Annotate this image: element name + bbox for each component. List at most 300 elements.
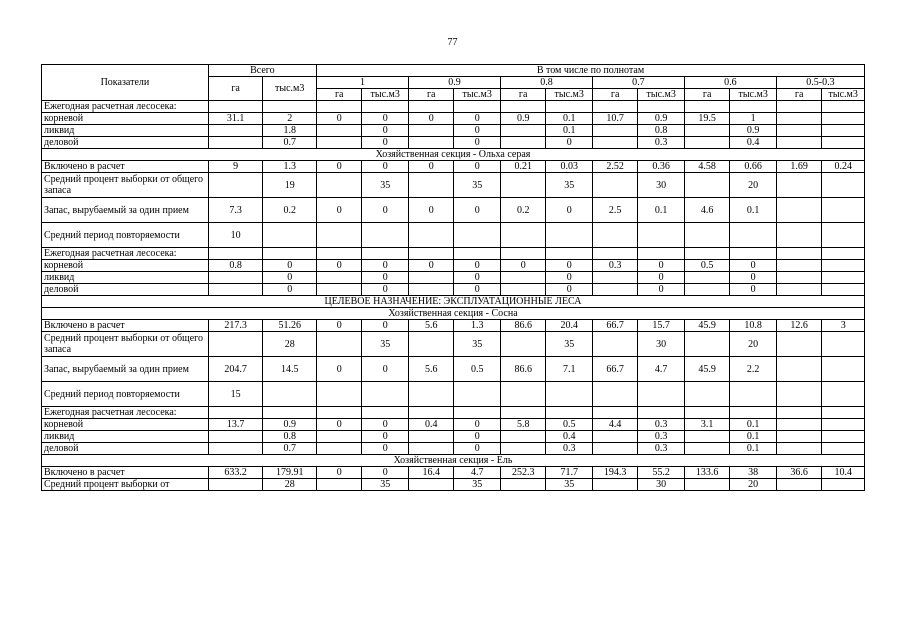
table-cell: 51.26 [263,320,317,332]
table-cell: 30 [638,173,685,198]
table-cell [362,248,409,260]
table-cell [822,382,865,407]
table-cell: 0 [362,113,409,125]
table-cell [500,443,545,455]
table-cell: 0.9 [638,113,685,125]
table-cell: 0.2 [263,198,317,223]
table-cell [362,407,409,419]
table-row [42,198,865,223]
table-cell: 0 [546,272,593,284]
table-cell [408,382,453,407]
table-cell [208,101,263,113]
table-cell: 0.9 [730,125,777,137]
table-row [42,137,865,149]
table-cell [500,248,545,260]
table-cell [638,407,685,419]
table-cell [684,223,729,248]
table-cell [730,101,777,113]
table-cell: 0 [316,320,361,332]
table-cell: 0 [454,284,501,296]
table-cell: 1.8 [263,125,317,137]
table-cell [362,382,409,407]
table-cell: 2 [263,113,317,125]
table-cell: 19.5 [684,113,729,125]
table-cell [592,272,637,284]
table-cell [500,431,545,443]
table-cell: 0 [362,443,409,455]
density-header: 0.5-0.3 [776,77,864,89]
table-cell [776,137,821,149]
table-cell: 28 [263,479,317,491]
table-cell: 30 [638,332,685,357]
table-cell [408,101,453,113]
table-cell: 0 [408,161,453,173]
table-cell: 0 [454,260,501,272]
row-label: Запас, вырубаемый за один прием [42,357,209,382]
total-volume-header: тыс.м3 [263,77,317,101]
table-cell: 5.6 [408,320,453,332]
table-cell [684,382,729,407]
table-cell: 0 [316,198,361,223]
table-cell [500,101,545,113]
table-row [42,223,865,248]
table-cell: 0.1 [730,431,777,443]
table-cell [454,101,501,113]
table-cell: 20 [730,173,777,198]
table-cell: 0 [362,272,409,284]
table-cell [454,407,501,419]
table-cell: 0 [316,161,361,173]
table-cell [316,443,361,455]
table-cell [684,284,729,296]
table-cell: 0 [408,198,453,223]
table-cell [316,382,361,407]
table-cell: 35 [546,173,593,198]
table-cell: 35 [362,479,409,491]
table-cell [592,137,637,149]
table-row [42,173,865,198]
table-cell: 0 [546,284,593,296]
table-cell [730,407,777,419]
table-cell [546,407,593,419]
table-cell [263,407,317,419]
table-cell: 0.03 [546,161,593,173]
table-row [42,332,865,357]
table-cell: 0 [362,357,409,382]
table-cell [316,223,361,248]
table-cell [592,248,637,260]
table-cell [776,479,821,491]
row-label: корневой [42,113,209,125]
table-cell [208,407,263,419]
table-cell: 0.4 [546,431,593,443]
row-label: Ежегодная расчетная лесосека: [42,248,209,260]
table-cell [316,272,361,284]
table-cell: 0 [638,272,685,284]
table-cell [408,125,453,137]
table-cell [408,284,453,296]
table-cell: 0.1 [730,198,777,223]
by-density-header: В том числе по полнотам [316,65,864,77]
table-cell [500,223,545,248]
table-cell: 204.7 [208,357,263,382]
table-cell: 0 [316,357,361,382]
table-cell [822,198,865,223]
table-cell: 0 [546,198,593,223]
density-header: 1 [316,77,408,89]
table-cell: 0.3 [638,431,685,443]
volume-header: тыс.м3 [730,89,777,101]
table-cell [822,284,865,296]
table-cell: 5.6 [408,357,453,382]
table-cell: 0 [408,113,453,125]
table-cell: 1.3 [454,320,501,332]
table-cell [362,223,409,248]
table-row [42,161,865,173]
table-row [42,248,865,260]
table-cell [500,272,545,284]
table-cell: 12.6 [776,320,821,332]
table-cell: 0 [408,260,453,272]
table-row [42,272,865,284]
table-cell [684,137,729,149]
table-cell: 35 [546,479,593,491]
table-cell [408,223,453,248]
table-cell [684,479,729,491]
table-cell [776,431,821,443]
table-cell [408,479,453,491]
table-cell [592,125,637,137]
table-cell [822,479,865,491]
table-cell [408,407,453,419]
table-cell [684,125,729,137]
table-cell: 0.21 [500,161,545,173]
table-cell [500,137,545,149]
table-cell [408,443,453,455]
table-cell [592,443,637,455]
table-cell: 2.52 [592,161,637,173]
table-cell [592,479,637,491]
table-cell [208,431,263,443]
table-cell [263,101,317,113]
table-cell: 36.6 [776,467,821,479]
ha-header: га [684,89,729,101]
table-cell [263,382,317,407]
table-cell: 2.2 [730,357,777,382]
table-cell: 0 [454,113,501,125]
table-cell [263,248,317,260]
table-cell [454,382,501,407]
table-cell: 0.4 [408,419,453,431]
table-cell [362,101,409,113]
table-cell [208,137,263,149]
table-cell: 10 [208,223,263,248]
table-cell: 66.7 [592,320,637,332]
table-cell [776,382,821,407]
table-cell [208,284,263,296]
table-cell [592,407,637,419]
table-row [42,467,865,479]
table-cell: 35 [454,173,501,198]
table-row [42,443,865,455]
table-cell [684,332,729,357]
table-cell: 0 [362,161,409,173]
table-cell [822,260,865,272]
table-cell: 0 [454,137,501,149]
table-cell: 4.7 [638,357,685,382]
table-cell: 0.1 [546,113,593,125]
table-cell [408,173,453,198]
table-cell: 0 [263,272,317,284]
table-cell [638,101,685,113]
table-cell [454,223,501,248]
table-cell [638,382,685,407]
table-cell: 0.66 [730,161,777,173]
row-label: деловой [42,137,209,149]
table-cell: 0.5 [684,260,729,272]
table-cell [592,332,637,357]
section-header-row [42,149,865,161]
table-cell: 30 [638,479,685,491]
volume-header: тыс.м3 [638,89,685,101]
table-cell: 0 [362,320,409,332]
table-cell [316,284,361,296]
table-cell: 0 [454,272,501,284]
table-row [42,479,865,491]
table-cell [316,431,361,443]
ha-header: га [316,89,361,101]
table-cell [592,284,637,296]
table-cell: 0 [362,419,409,431]
table-cell [316,248,361,260]
row-label: ликвид [42,272,209,284]
table-cell: 0 [454,419,501,431]
table-cell: 45.9 [684,320,729,332]
table-cell: 7.3 [208,198,263,223]
section-header-row [42,296,865,308]
table-cell [822,419,865,431]
table-cell [454,248,501,260]
table-cell [776,173,821,198]
table-cell [776,407,821,419]
table-cell [822,357,865,382]
table-cell [822,173,865,198]
volume-header: тыс.м3 [454,89,501,101]
table-cell [776,260,821,272]
table-cell: 0 [454,161,501,173]
table-cell: 4.6 [684,198,729,223]
table-cell: 0.9 [500,113,545,125]
table-cell: 0 [362,431,409,443]
density-header: 0.7 [592,77,684,89]
table-cell [822,223,865,248]
table-cell: 38 [730,467,777,479]
table-cell: 0 [316,260,361,272]
table-cell: 0 [263,260,317,272]
table-row [42,101,865,113]
table-cell: 55.2 [638,467,685,479]
table-cell [822,137,865,149]
ha-header: га [776,89,821,101]
table-cell: 10.4 [822,467,865,479]
table-cell: 0.8 [208,260,263,272]
table-cell: 0 [730,284,777,296]
table-cell [408,137,453,149]
table-cell: 35 [454,479,501,491]
table-cell [822,431,865,443]
table-cell [684,443,729,455]
volume-header: тыс.м3 [822,89,865,101]
table-cell: 35 [546,332,593,357]
section-header-row [42,455,865,467]
table-cell: 0 [730,272,777,284]
table-cell [408,248,453,260]
table-cell [822,407,865,419]
table-cell [822,332,865,357]
table-cell [263,223,317,248]
table-cell: 4.7 [454,467,501,479]
section-header-row [42,308,865,320]
table-cell [776,223,821,248]
table-cell [776,419,821,431]
ha-header: га [408,89,453,101]
table-cell [592,431,637,443]
table-cell: 1.69 [776,161,821,173]
table-cell [638,248,685,260]
table-cell [776,198,821,223]
table-cell [638,223,685,248]
row-label: Включено в расчет [42,161,209,173]
table-cell: 252.3 [500,467,545,479]
page-number: 77 [447,37,458,48]
table-cell [546,382,593,407]
table-cell: 0.5 [454,357,501,382]
table-cell: 3 [822,320,865,332]
row-label: Средний период повторяемости [42,382,209,407]
table-cell [546,248,593,260]
table-cell: 28 [263,332,317,357]
table-cell [776,125,821,137]
table-cell [500,173,545,198]
table-cell [546,223,593,248]
table-row [42,125,865,137]
table-cell [684,101,729,113]
table-cell: 9 [208,161,263,173]
table-cell: 3.1 [684,419,729,431]
table-cell: 0 [316,467,361,479]
table-cell: 0 [638,284,685,296]
table-cell: 194.3 [592,467,637,479]
table-cell [592,173,637,198]
table-cell: 0.3 [638,443,685,455]
table-cell: 0 [362,125,409,137]
table-cell [500,125,545,137]
table-cell [316,173,361,198]
density-header: 0.8 [500,77,592,89]
table-row [42,113,865,125]
table-cell: 4.58 [684,161,729,173]
table-cell [500,332,545,357]
section-title: Хозяйственная секция - Ель [42,455,865,467]
table-row [42,382,865,407]
table-cell [776,113,821,125]
table-cell: 15.7 [638,320,685,332]
table-cell: 0 [263,284,317,296]
table-cell [822,272,865,284]
density-header: 0.6 [684,77,776,89]
table-cell [684,407,729,419]
table-cell: 0.3 [592,260,637,272]
table-cell: 0 [546,137,593,149]
table-cell [822,101,865,113]
density-header: 0.9 [408,77,500,89]
table-cell: 5.8 [500,419,545,431]
table-cell: 66.7 [592,357,637,382]
table-cell: 86.6 [500,357,545,382]
table-cell: 0.3 [638,137,685,149]
table-cell [500,284,545,296]
table-header [42,65,865,101]
table-cell: 0 [316,113,361,125]
table-cell [208,248,263,260]
total-header: Всего [208,65,316,77]
table-cell [592,382,637,407]
table-cell: 0 [362,137,409,149]
table-cell: 86.6 [500,320,545,332]
table-cell: 20.4 [546,320,593,332]
table-cell [776,284,821,296]
table-cell: 0.3 [638,419,685,431]
table-cell [316,101,361,113]
table-cell [730,223,777,248]
table-cell: 0 [546,260,593,272]
table-cell: 20 [730,332,777,357]
table-cell: 10.7 [592,113,637,125]
table-cell: 633.2 [208,467,263,479]
table-cell [822,113,865,125]
table-cell: 0.1 [730,443,777,455]
section-title: Хозяйственная секция - Ольха серая [42,149,865,161]
table-cell: 0 [454,431,501,443]
table-cell [208,443,263,455]
row-label: ликвид [42,125,209,137]
table-cell: 35 [454,332,501,357]
section-title: Хозяйственная секция - Сосна [42,308,865,320]
table-cell [500,407,545,419]
table-cell [208,272,263,284]
row-label: Ежегодная расчетная лесосека: [42,101,209,113]
volume-header: тыс.м3 [546,89,593,101]
table-cell: 0 [362,198,409,223]
row-label: Запас, вырубаемый за один прием [42,198,209,223]
table-cell: 13.7 [208,419,263,431]
table-cell [408,332,453,357]
table-cell: 0 [454,198,501,223]
table-cell [500,382,545,407]
table-cell: 0 [454,443,501,455]
row-label: ликвид [42,431,209,443]
table-cell: 0 [730,260,777,272]
table-cell: 0.1 [546,125,593,137]
table-cell: 133.6 [684,467,729,479]
table-cell [776,332,821,357]
table-cell: 10.8 [730,320,777,332]
table-row [42,407,865,419]
table-cell [546,101,593,113]
row-label: деловой [42,443,209,455]
table-cell: 0.5 [546,419,593,431]
table-cell: 31.1 [208,113,263,125]
